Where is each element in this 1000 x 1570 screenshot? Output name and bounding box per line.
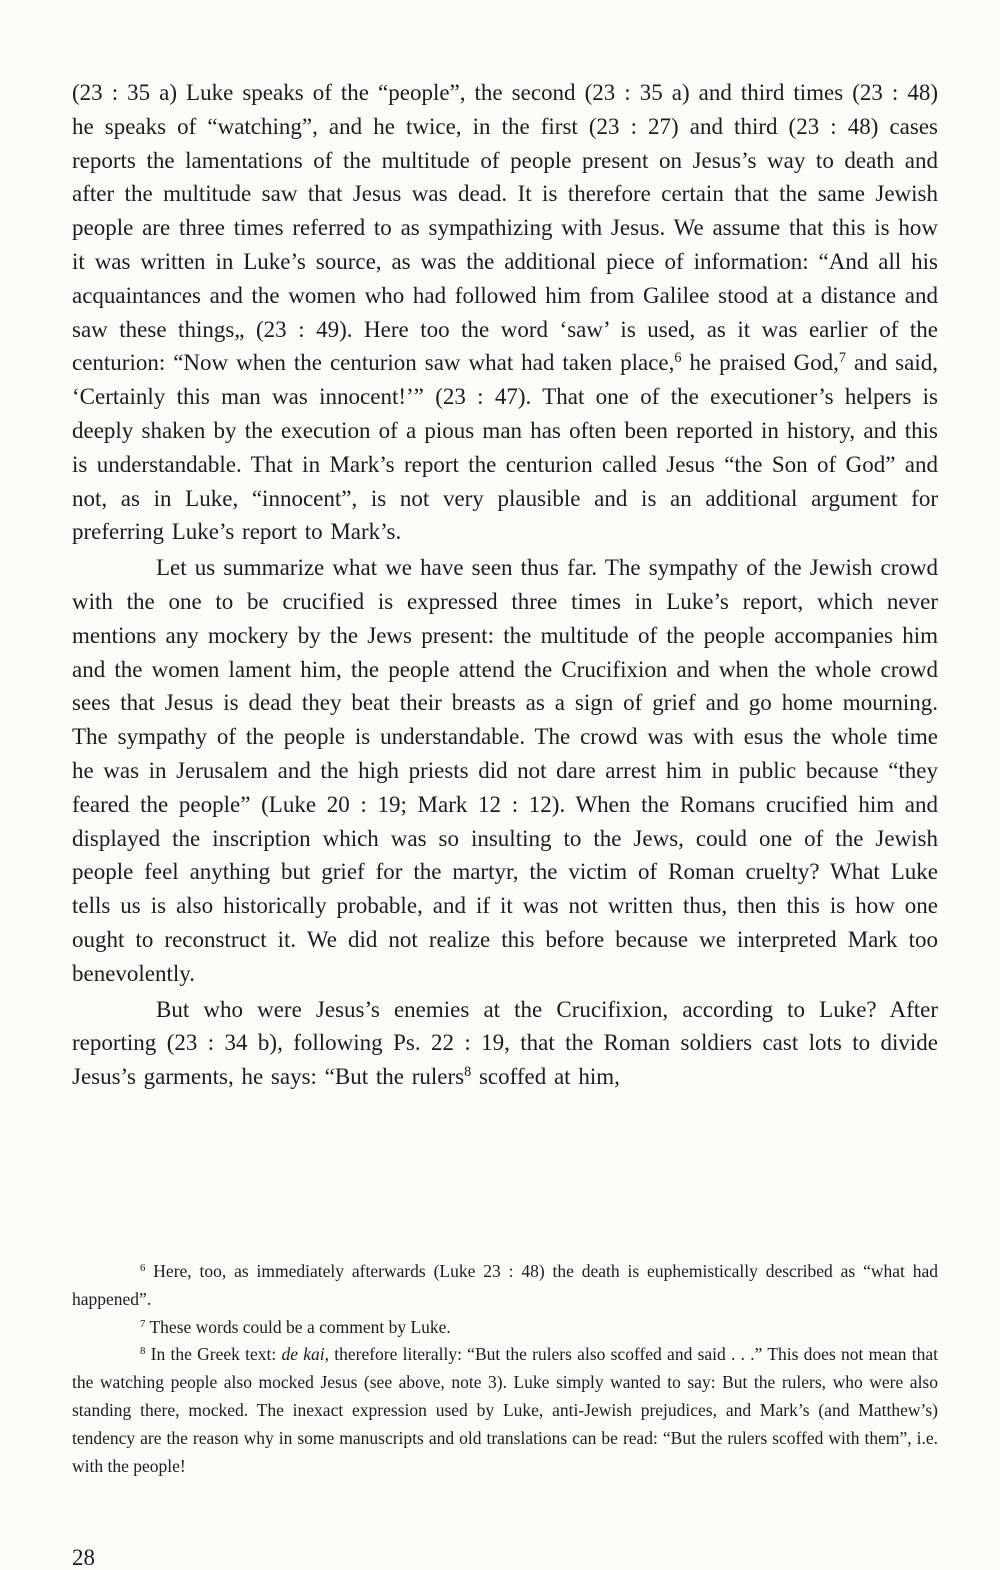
- footnote-7-text: These words could be a comment by Luke.: [145, 1316, 451, 1337]
- footnotes: [72, 1258, 938, 1480]
- footnote-6-text: Here, too, as immediately afterwards (Luke 23 : 48) the death is euphemistically described as “what had happened”.: [72, 1261, 938, 1309]
- page-number: 28: [72, 1545, 95, 1570]
- footnote-8: [72, 1341, 938, 1480]
- paragraph-1-text-c: and said, ‘Certainly this man was innocent!’” (23 : 47). That one of the executioner’s helpers is deeply shaken by the execution of a pious man has often been reported in history, and this is understandable. That in Mark’s report the centurion called Jesus “the Son of God” and not, as in Luke, “innocent”, is not very plausible and is an additional argument for preferring Luke’s report to Mark’s.: [72, 350, 938, 545]
- paragraph-1: [72, 76, 938, 549]
- footnote-ref-8[interactable]: 8: [464, 1064, 472, 1081]
- paragraph-3: [72, 993, 938, 1094]
- footnote-8-text-pre: In the Greek text:: [145, 1344, 282, 1365]
- paragraph-3-text-a: But who were Jesus’s enemies at the Crucifixion, according to Luke? After reporting (23 : 34 b), following Ps. 22 : 19, that the Roman soldiers cast lots to divide Jesus’s garments, he says: “But the rulers: [72, 996, 938, 1090]
- footnote-8-greek-term: de kai: [281, 1344, 325, 1365]
- footnote-marker-6: 6: [140, 1262, 146, 1275]
- footnote-6: [72, 1258, 938, 1314]
- footnote-ref-6[interactable]: 6: [674, 350, 682, 367]
- paragraph-1-text-b: he praised God,: [681, 350, 839, 376]
- footnote-marker-7: 7: [140, 1317, 146, 1330]
- footnote-marker-8: 8: [140, 1345, 146, 1358]
- footnote-ref-7[interactable]: 7: [838, 350, 847, 367]
- paragraph-3-text-b: scoffed at him,: [471, 1064, 620, 1090]
- footnote-7: [72, 1314, 938, 1342]
- footnote-8-text-post: , therefore literally: “But the rulers also scoffed and said . . .” This does not mean that the watching people also mocked Jesus (see above, note 3). Luke simply wanted to say: But the rulers, who were also standing there, mocked. The inexact expression used by Luke, anti-Jewish prejudices, and Mark’s (and Matthew’s) tendency are the reason why in some manuscripts and old translations can be read: “But the rulers scoffed with them”, i.e. with the people!: [72, 1344, 938, 1476]
- paragraph-1-text-a: (23 : 35 a) Luke speaks of the “people”, the second (23 : 35 a) and third times (23 : 48) he speaks of “watching”, and he twice, in the first (23 : 27) and third (23 : 48) cases reports the lamentations of the multitude of people present on Jesus’s way to death and after the multitude saw that Jesus was dead. It is therefore certain that the same Jewish people are three times referred to as sympathizing with Jesus. We assume that this is how it was written in Luke’s source, as was the additional piece of information: “And all his acquaintances and the women who had followed him from Galilee stood at a distance and saw these things„ (23 : 49). Here too the word ‘saw’ is used, as it was earlier of the centurion: “Now when the centurion saw what had taken place,: [72, 80, 938, 376]
- paragraph-2: Let us summarize what we have seen thus far. The sympathy of the Jewish crowd with the one to be crucified is expressed three times in Luke’s report, which never mentions any mockery by the Jews present: the multitude of the people accompanies him and the women lament him, the people attend the Crucifixion and when the whole crowd sees that Jesus is dead they beat their breasts as a sign of grief and go home mourning. The sympathy of the people is understandable. The crowd was with esus the whole time he was in Jerusalem and the high priests did not dare arrest him in public because “they feared the people” (Luke 20 : 19; Mark 12 : 12). When the Romans crucified him and displayed the inscription which was so insulting to the Jews, could one of the Jewish people feel anything but grief for the martyr, the victim of Roman cruelty? What Luke tells us is also historically probable, and if it was not written thus, then this is how one ought to reconstruct it. We did not realize this before because we interpreted Mark too benevolently.: [72, 555, 938, 986]
- main-text: [72, 76, 938, 1094]
